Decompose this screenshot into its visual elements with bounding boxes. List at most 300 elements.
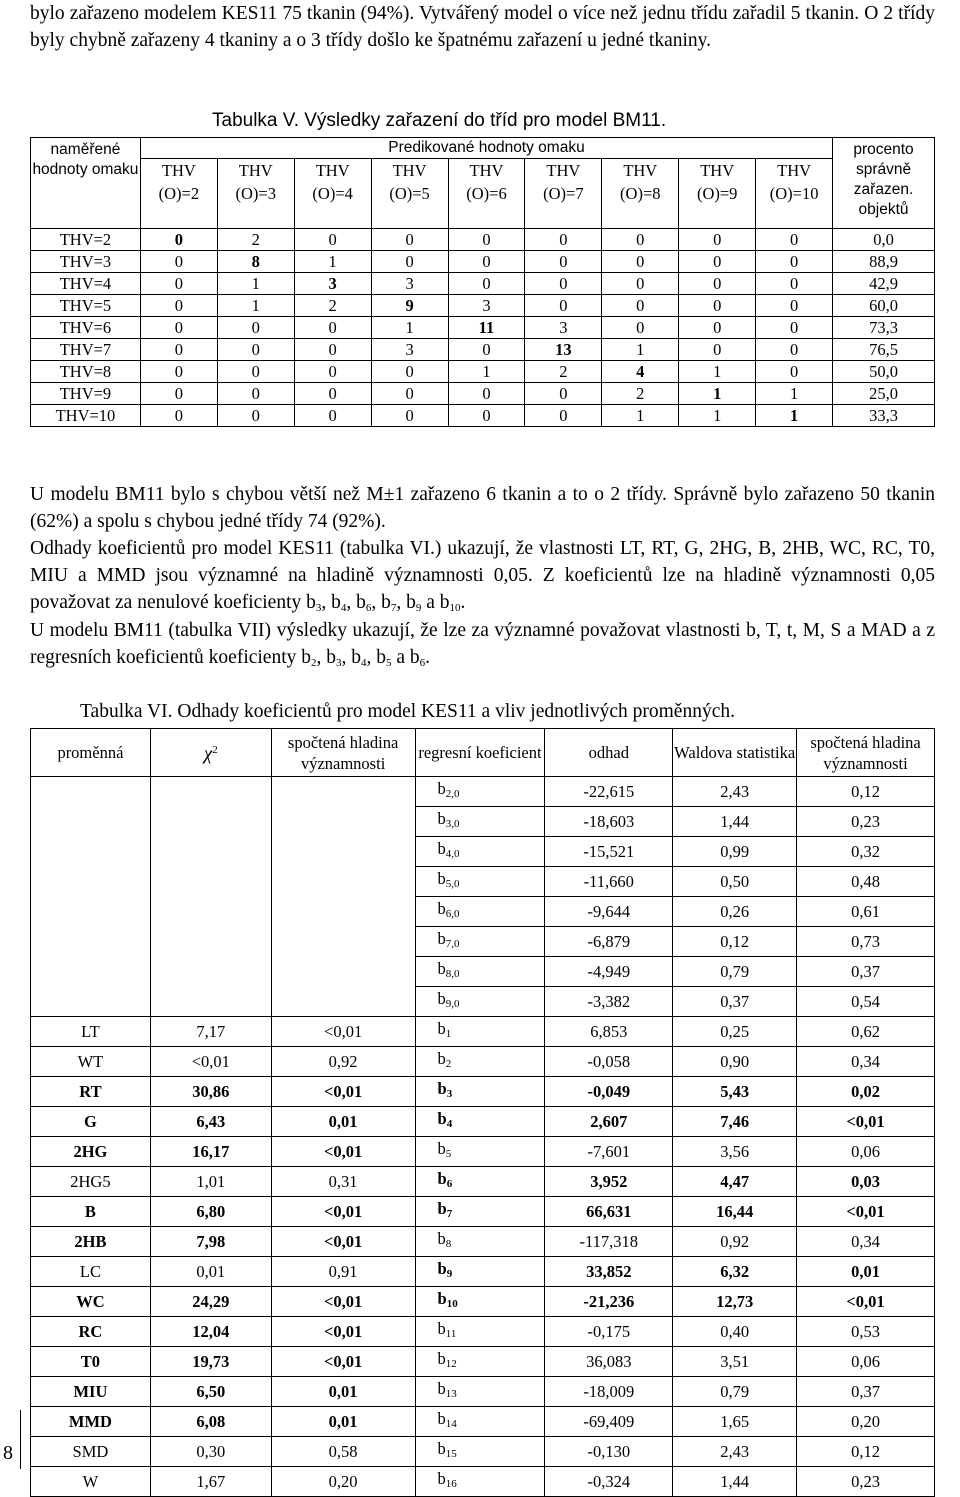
p-value-cell: 0,02 xyxy=(797,1077,935,1107)
table5-cell: 0 xyxy=(371,405,448,427)
pred-col-header: THV (O)=7 xyxy=(525,159,602,229)
empty-cell xyxy=(31,837,151,867)
p-value-cell: 0,34 xyxy=(797,1227,935,1257)
empty-cell xyxy=(150,957,271,987)
p-value-cell: 0,23 xyxy=(797,1467,935,1497)
measured-label: THV=8 xyxy=(31,361,141,383)
measured-label: THV=7 xyxy=(31,339,141,361)
table5-cell: 0 xyxy=(294,229,371,251)
wald-cell: 7,46 xyxy=(673,1107,797,1137)
p-value-cell: 0,06 xyxy=(797,1137,935,1167)
table5-cell: 0 xyxy=(448,339,525,361)
table5-cell: 0 xyxy=(448,405,525,427)
p-value-cell: 0,62 xyxy=(797,1017,935,1047)
p-value-cell: 0,20 xyxy=(797,1407,935,1437)
table5-cell: 3 xyxy=(371,339,448,361)
variable-name: LC xyxy=(31,1257,151,1287)
percent-cell: 76,5 xyxy=(833,339,935,361)
p-value-cell: 0,58 xyxy=(271,1437,415,1467)
table5-cell: 0 xyxy=(756,251,833,273)
coef-subscript: 9 xyxy=(415,602,422,614)
coef-subscript: 14 xyxy=(445,1418,457,1430)
variable-row xyxy=(31,1347,935,1377)
table5-cell: 0 xyxy=(448,273,525,295)
p-value-cell: 0,73 xyxy=(797,927,935,957)
table5-cell: 2 xyxy=(217,229,294,251)
coef-symbol: $b_7$ xyxy=(381,592,397,614)
variable-name: MMD xyxy=(31,1407,151,1437)
intercept-row xyxy=(31,867,935,897)
table5-cell: 1 xyxy=(602,405,679,427)
coef-subscript: 15 xyxy=(445,1448,457,1460)
table5-cell: 3 xyxy=(448,295,525,317)
chi-square-cell: 6,80 xyxy=(150,1197,271,1227)
empty-cell xyxy=(150,867,271,897)
coef-symbol: $b_{10}$ xyxy=(439,592,461,614)
measured-header: naměřené hodnoty omaku xyxy=(31,138,141,229)
pred-col-header: THV (O)=5 xyxy=(371,159,448,229)
coef-cell: $b_9$ xyxy=(415,1257,545,1287)
coef-cell: $b_8$ xyxy=(415,1227,545,1257)
body-paragraph-2: Odhady koeficientů pro model KES11 (tabulka VI.) ukazují, že vlastnosti LT, RT, G, 2HG, B, 2HB, WC, RC, T0, MIU a MMD jsou významné na hladině významnosti 0,05. Z koeficientů lze na hladině významnosti 0,05 považovat za nenulové koeficienty $b_3$, $b_4$, $b_6$, $b_7$, $b_9$ a $b_{10}$. xyxy=(30,538,935,614)
page-number: 8 xyxy=(3,1442,13,1464)
header-level-1: spočtená hladina významnosti xyxy=(271,729,415,777)
p-value-cell: 0,31 xyxy=(271,1167,415,1197)
variable-row xyxy=(31,1227,935,1257)
table5-cell: 0 xyxy=(525,273,602,295)
coef-cell: $b_{6,0}$ xyxy=(415,897,545,927)
percent-cell: 0,0 xyxy=(833,229,935,251)
table5-cell: 0 xyxy=(140,295,217,317)
table5-row xyxy=(31,361,935,383)
table5-cell: 0 xyxy=(140,405,217,427)
coef-subscript: 13 xyxy=(445,1388,457,1400)
empty-cell xyxy=(150,987,271,1017)
table5-cell: 0 xyxy=(371,251,448,273)
table5-row xyxy=(31,339,935,361)
estimate-cell: -4,949 xyxy=(545,957,673,987)
variable-row xyxy=(31,1377,935,1407)
table6-coefficients xyxy=(30,728,935,1497)
coef-cell: $b_{9,0}$ xyxy=(415,987,545,1017)
table5-cell: 0 xyxy=(140,383,217,405)
estimate-cell: -6,879 xyxy=(545,927,673,957)
table5-cell: 13 xyxy=(525,339,602,361)
table5-cell: 0 xyxy=(679,251,756,273)
wald-cell: 16,44 xyxy=(673,1197,797,1227)
p-value-cell: 0,61 xyxy=(797,897,935,927)
p-value-cell: 0,37 xyxy=(797,1377,935,1407)
table5-cell: 0 xyxy=(679,229,756,251)
table5-row xyxy=(31,273,935,295)
table5-cell: 8 xyxy=(217,251,294,273)
empty-cell xyxy=(150,807,271,837)
estimate-cell: 2,607 xyxy=(545,1107,673,1137)
table5-cell: 0 xyxy=(217,339,294,361)
coef-cell: $b_1$ xyxy=(415,1017,545,1047)
p-value-cell: 0,48 xyxy=(797,867,935,897)
table5-cell: 0 xyxy=(294,339,371,361)
coef-cell: $b_{4,0}$ xyxy=(415,837,545,867)
p-value-cell: 0,12 xyxy=(797,777,935,807)
percent-cell: 25,0 xyxy=(833,383,935,405)
table5-cell: 0 xyxy=(679,317,756,339)
header-estimate: odhad xyxy=(545,729,673,777)
p-value-cell: 0,34 xyxy=(797,1047,935,1077)
coef-cell: $b_{2,0}$ xyxy=(415,777,545,807)
p-value-cell: 0,01 xyxy=(797,1257,935,1287)
estimate-cell: 33,852 xyxy=(545,1257,673,1287)
table5-cell: 0 xyxy=(525,295,602,317)
empty-cell xyxy=(150,927,271,957)
table5-row xyxy=(31,383,935,405)
variable-name: WT xyxy=(31,1047,151,1077)
variable-row xyxy=(31,1047,935,1077)
percent-header: procento správně zařazen. objektů xyxy=(833,138,935,229)
table5-cell: 0 xyxy=(448,383,525,405)
variable-name: RT xyxy=(31,1077,151,1107)
coef-subscript: 8 xyxy=(445,1238,452,1250)
coef-symbol: $b_2$ xyxy=(301,647,317,669)
estimate-cell: -11,660 xyxy=(545,867,673,897)
variable-row xyxy=(31,1407,935,1437)
variable-row xyxy=(31,1287,935,1317)
p-value-cell: <0,01 xyxy=(271,1317,415,1347)
coef-symbol: $b_6$ xyxy=(409,647,426,669)
wald-cell: 0,79 xyxy=(673,1377,797,1407)
wald-cell: 0,26 xyxy=(673,897,797,927)
estimate-cell: -15,521 xyxy=(545,837,673,867)
coef-cell: $b_5$ xyxy=(415,1137,545,1167)
table5-cell: 0 xyxy=(294,383,371,405)
variable-name: WC xyxy=(31,1287,151,1317)
coef-subscript: 4,0 xyxy=(445,848,460,860)
empty-cell xyxy=(31,957,151,987)
p-value-cell: 0,91 xyxy=(271,1257,415,1287)
variable-name: 2HG xyxy=(31,1137,151,1167)
variable-name: LT xyxy=(31,1017,151,1047)
wald-cell: 0,79 xyxy=(673,957,797,987)
p-value-cell: 0,37 xyxy=(797,957,935,987)
estimate-cell: -0,324 xyxy=(545,1467,673,1497)
variable-row xyxy=(31,1167,935,1197)
table5-cell: 0 xyxy=(140,339,217,361)
coef-subscript: 5,0 xyxy=(445,878,460,890)
wald-cell: 6,32 xyxy=(673,1257,797,1287)
coef-subscript: 1 xyxy=(445,1028,452,1040)
variable-name: T0 xyxy=(31,1347,151,1377)
wald-cell: 5,43 xyxy=(673,1077,797,1107)
table5-cell: 1 xyxy=(602,339,679,361)
p-value-cell: 0,53 xyxy=(797,1317,935,1347)
table5-cell: 0 xyxy=(140,361,217,383)
table5-row xyxy=(31,317,935,339)
header-variable: proměnná xyxy=(31,729,151,777)
variable-name: 2HG5 xyxy=(31,1167,151,1197)
estimate-cell: -18,603 xyxy=(545,807,673,837)
table5-cell: 11 xyxy=(448,317,525,339)
estimate-cell: 6,853 xyxy=(545,1017,673,1047)
table5-cell: 0 xyxy=(525,251,602,273)
wald-cell: 0,25 xyxy=(673,1017,797,1047)
wald-cell: 1,44 xyxy=(673,807,797,837)
variable-name: G xyxy=(31,1107,151,1137)
p-value-cell: 0,12 xyxy=(797,1437,935,1467)
coef-subscript: 5 xyxy=(386,657,392,669)
variable-name: 2HB xyxy=(31,1227,151,1257)
coef-cell: $b_{16}$ xyxy=(415,1467,545,1497)
variable-name: B xyxy=(31,1197,151,1227)
coef-cell: $b_{8,0}$ xyxy=(415,957,545,987)
pred-col-header: THV (O)=10 xyxy=(756,159,833,229)
coef-cell: $b_{13}$ xyxy=(415,1377,545,1407)
table5-cell: 0 xyxy=(371,383,448,405)
intercept-row xyxy=(31,777,935,807)
table5-cell: 1 xyxy=(679,405,756,427)
table5-cell: 0 xyxy=(525,229,602,251)
coef-symbol: $b_4$ xyxy=(331,592,347,614)
coef-subscript: 9 xyxy=(446,1268,453,1280)
table5-cell: 1 xyxy=(217,295,294,317)
chi-square-cell: 30,86 xyxy=(150,1077,271,1107)
empty-cell xyxy=(271,807,415,837)
estimate-cell: -0,130 xyxy=(545,1437,673,1467)
p-value-cell: 0,92 xyxy=(271,1047,415,1077)
empty-cell xyxy=(271,987,415,1017)
intercept-row xyxy=(31,957,935,987)
table5-cell: 3 xyxy=(525,317,602,339)
coef-cell: $b_{12}$ xyxy=(415,1347,545,1377)
coef-subscript: 2 xyxy=(445,1058,452,1070)
coef-subscript: 8,0 xyxy=(445,968,460,980)
wald-cell: 12,73 xyxy=(673,1287,797,1317)
wald-cell: 1,44 xyxy=(673,1467,797,1497)
table5-cell: 0 xyxy=(140,251,217,273)
p-value-cell: <0,01 xyxy=(271,1347,415,1377)
page-number-box xyxy=(0,1410,21,1469)
coef-cell: $b_3$ xyxy=(415,1077,545,1107)
table5-cell: 0 xyxy=(294,405,371,427)
table5-cell: 0 xyxy=(602,317,679,339)
wald-cell: 2,43 xyxy=(673,777,797,807)
table5-cell: 0 xyxy=(217,405,294,427)
estimate-cell: 3,952 xyxy=(545,1167,673,1197)
p-value-cell: <0,01 xyxy=(797,1107,935,1137)
chi-square-cell: 6,50 xyxy=(150,1377,271,1407)
coef-cell: $b_{14}$ xyxy=(415,1407,545,1437)
pred-col-header: THV (O)=2 xyxy=(140,159,217,229)
chi-square-cell: <0,01 xyxy=(150,1047,271,1077)
header-wald: Waldova statistika xyxy=(673,729,797,777)
measured-label: THV=4 xyxy=(31,273,141,295)
measured-label: THV=5 xyxy=(31,295,141,317)
coef-cell: $b_4$ xyxy=(415,1107,545,1137)
coef-subscript: 7,0 xyxy=(445,938,460,950)
coef-subscript: 10 xyxy=(446,1298,458,1310)
wald-cell: 0,37 xyxy=(673,987,797,1017)
table5-cell: 2 xyxy=(525,361,602,383)
p-value-cell: <0,01 xyxy=(271,1287,415,1317)
table5-cell: 1 xyxy=(217,273,294,295)
header-level-2: spočtená hladina významnosti xyxy=(797,729,935,777)
measured-label: THV=2 xyxy=(31,229,141,251)
table5-cell: 3 xyxy=(371,273,448,295)
table5-cell: 0 xyxy=(294,317,371,339)
table5-row xyxy=(31,229,935,251)
p-value-cell: 0,54 xyxy=(797,987,935,1017)
coef-subscript: 4 xyxy=(446,1118,453,1130)
pred-col-header: THV (O)=4 xyxy=(294,159,371,229)
wald-cell: 0,40 xyxy=(673,1317,797,1347)
variable-row xyxy=(31,1017,935,1047)
coef-symbol: $b_3$ xyxy=(326,647,342,669)
intercept-row xyxy=(31,837,935,867)
chi-square-cell: 1,01 xyxy=(150,1167,271,1197)
pred-col-header: THV (O)=8 xyxy=(602,159,679,229)
empty-cell xyxy=(150,897,271,927)
body-paragraph-3: U modelu BM11 (tabulka VII) výsledky ukazují, že lze za významné považovat vlastnosti b, T, t, M, S a MAD a z regresních koeficientů koeficienty $b_2$, $b_3$, $b_4$, $b_5$ a $b_6$. xyxy=(30,620,935,669)
pred-col-header: THV (O)=3 xyxy=(217,159,294,229)
table5-row xyxy=(31,405,935,427)
predicted-header: Predikované hodnoty omaku xyxy=(140,138,832,159)
table5-cell: 0 xyxy=(756,229,833,251)
table5-row xyxy=(31,251,935,273)
chi-square-cell: 7,17 xyxy=(150,1017,271,1047)
coef-cell: $b_{3,0}$ xyxy=(415,807,545,837)
table5-row xyxy=(31,295,935,317)
empty-cell xyxy=(271,897,415,927)
coef-cell: $b_{11}$ xyxy=(415,1317,545,1347)
table5-cell: 0 xyxy=(140,273,217,295)
header-chi-square: $\chi^2$ xyxy=(150,729,271,777)
variable-row xyxy=(31,1437,935,1467)
table5-cell: 1 xyxy=(756,405,833,427)
coef-subscript: 3 xyxy=(315,602,322,614)
p-value-cell: 0,23 xyxy=(797,807,935,837)
table5-cell: 0 xyxy=(679,295,756,317)
coef-symbol: $b_9$ xyxy=(406,592,422,614)
p-value-cell: <0,01 xyxy=(271,1197,415,1227)
coef-cell: $b_{10}$ xyxy=(415,1287,545,1317)
intercept-row xyxy=(31,807,935,837)
estimate-cell: 36,083 xyxy=(545,1347,673,1377)
estimate-cell: -9,644 xyxy=(545,897,673,927)
coef-subscript: 6 xyxy=(446,1178,453,1190)
table5-cell: 0 xyxy=(525,383,602,405)
empty-cell xyxy=(271,957,415,987)
p-value-cell: <0,01 xyxy=(271,1017,415,1047)
estimate-cell: -0,058 xyxy=(545,1047,673,1077)
table5-cell: 0 xyxy=(217,361,294,383)
variable-name: RC xyxy=(31,1317,151,1347)
chi-square-cell: 12,04 xyxy=(150,1317,271,1347)
variable-row xyxy=(31,1107,935,1137)
chi-square-cell: 6,08 xyxy=(150,1407,271,1437)
percent-cell: 50,0 xyxy=(833,361,935,383)
table5-cell: 1 xyxy=(756,383,833,405)
coef-subscript: 7 xyxy=(446,1208,453,1220)
table5-cell: 0 xyxy=(294,361,371,383)
empty-cell xyxy=(31,927,151,957)
table5-cell: 0 xyxy=(448,251,525,273)
estimate-cell: -18,009 xyxy=(545,1377,673,1407)
coef-subscript: 4 xyxy=(361,657,367,669)
p-value-cell: 0,01 xyxy=(271,1407,415,1437)
estimate-cell: -21,236 xyxy=(545,1287,673,1317)
empty-cell xyxy=(271,927,415,957)
percent-cell: 42,9 xyxy=(833,273,935,295)
p-value-cell: 0,06 xyxy=(797,1347,935,1377)
coef-symbol: $b_4$ xyxy=(351,647,367,669)
variable-row xyxy=(31,1137,935,1167)
p-value-cell: 0,32 xyxy=(797,837,935,867)
estimate-cell: -3,382 xyxy=(545,987,673,1017)
coef-symbol: $b_5$ xyxy=(376,647,392,669)
table5-cell: 0 xyxy=(140,229,217,251)
empty-cell xyxy=(31,777,151,807)
body-paragraph-1: U modelu BM11 bylo s chybou větší než M±1 zařazeno 6 tkanin a to o 2 třídy. Správně bylo zařazeno 50 tkanin (62%) a spolu s chybou jedné třídy 74 (92%). xyxy=(30,484,935,532)
empty-cell xyxy=(150,837,271,867)
estimate-cell: -117,318 xyxy=(545,1227,673,1257)
table5-cell: 0 xyxy=(140,317,217,339)
variable-name: MIU xyxy=(31,1377,151,1407)
measured-label: THV=3 xyxy=(31,251,141,273)
coef-symbol: $b_6$ xyxy=(356,592,372,614)
table5-cell: 0 xyxy=(602,273,679,295)
empty-cell xyxy=(271,867,415,897)
table5-cell: 1 xyxy=(448,361,525,383)
chi-square-cell: 6,43 xyxy=(150,1107,271,1137)
intercept-row xyxy=(31,897,935,927)
chi-square-cell: 16,17 xyxy=(150,1137,271,1167)
wald-cell: 4,47 xyxy=(673,1167,797,1197)
p-value-cell: 0,01 xyxy=(271,1377,415,1407)
estimate-cell: 66,631 xyxy=(545,1197,673,1227)
coef-subscript: 4 xyxy=(340,602,347,614)
wald-cell: 0,50 xyxy=(673,867,797,897)
estimate-cell: -7,601 xyxy=(545,1137,673,1167)
coef-subscript: 12 xyxy=(445,1358,457,1370)
coef-subscript: 6 xyxy=(365,602,372,614)
table5-cell: 4 xyxy=(602,361,679,383)
p-value-cell: <0,01 xyxy=(797,1197,935,1227)
coef-cell: $b_2$ xyxy=(415,1047,545,1077)
estimate-cell: -0,175 xyxy=(545,1317,673,1347)
variable-row xyxy=(31,1317,935,1347)
empty-cell xyxy=(31,867,151,897)
coef-cell: $b_6$ xyxy=(415,1167,545,1197)
coef-subscript: 7 xyxy=(390,602,397,614)
empty-cell xyxy=(31,987,151,1017)
p-value-cell: <0,01 xyxy=(271,1227,415,1257)
coef-subscript: 16 xyxy=(445,1478,457,1490)
coef-subscript: 2,0 xyxy=(445,788,460,800)
intercept-row xyxy=(31,927,935,957)
empty-cell xyxy=(31,897,151,927)
measured-label: THV=6 xyxy=(31,317,141,339)
coef-subscript: 3 xyxy=(446,1088,453,1100)
table5-cell: 0 xyxy=(602,229,679,251)
chi-square-cell: 24,29 xyxy=(150,1287,271,1317)
table5-caption: Tabulka V. Výsledky zařazení do tříd pro model BM11. xyxy=(212,110,667,131)
table5-cell: 0 xyxy=(756,361,833,383)
table5-cell: 1 xyxy=(371,317,448,339)
table5-cell: 1 xyxy=(294,251,371,273)
p-value-cell: <0,01 xyxy=(271,1077,415,1107)
coef-cell: $b_{5,0}$ xyxy=(415,867,545,897)
table5-cell: 9 xyxy=(371,295,448,317)
coef-subscript: 3,0 xyxy=(445,818,460,830)
